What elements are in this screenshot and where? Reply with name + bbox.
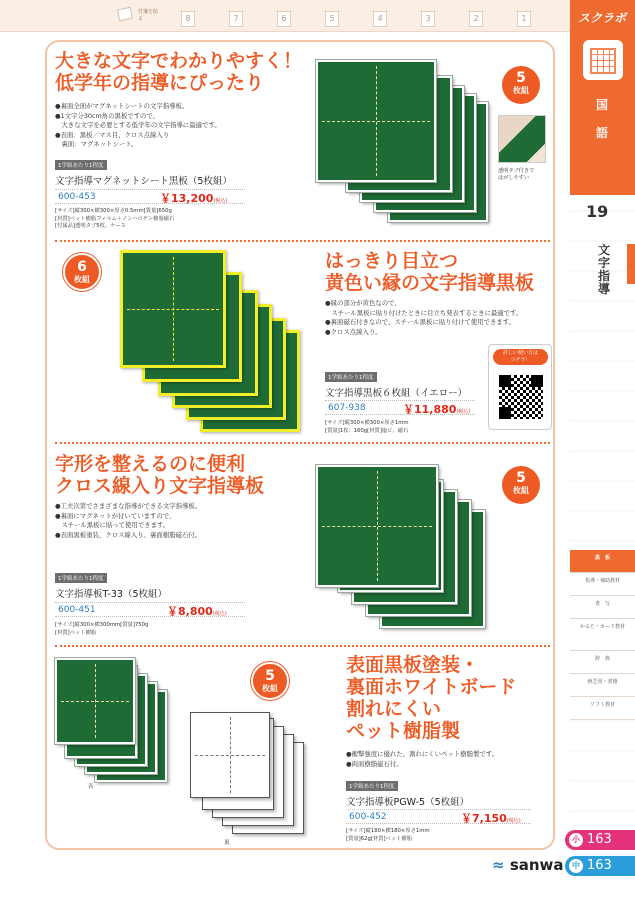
price-row: [55, 602, 245, 617]
tab-number[interactable]: 2: [469, 11, 483, 27]
brand-logo: スクラボ: [578, 11, 627, 25]
product-name: 文字指導板PGW-5（5枚組）: [346, 797, 470, 808]
qr-code-icon: [499, 375, 543, 419]
tab-number[interactable]: 7: [229, 11, 243, 27]
product-price: ￥11,880(税込): [403, 403, 471, 416]
sticky-tab-strip: [0, 0, 570, 32]
product-description: ●衝撃強度に優れた、割れにくいペット樹脂製です。 ●両面樹脂磁石付。: [346, 750, 499, 768]
manuscript-paper-icon: [583, 40, 623, 80]
tab-number[interactable]: 1: [517, 11, 531, 27]
qr-label: 詳しい使い方は コチラ！: [493, 349, 548, 365]
tab-number[interactable]: 6: [277, 11, 291, 27]
product-specs: [サイズ]縦300×横300×厚さ1mm [質量]1枚：160g[材質]塩ビ、磁石: [325, 420, 409, 434]
tab-number[interactable]: 3: [421, 11, 435, 27]
sticky-note-icon: [117, 7, 133, 22]
product-code: 600-453: [58, 192, 96, 202]
grade-badge: 1学級あたり1程度: [55, 160, 107, 170]
count-badge: 5 枚組: [502, 66, 540, 104]
grade-badge: 1学級あたり1程度: [55, 573, 107, 583]
product-name: 文字指導黒板６枚組（イエロー）: [325, 388, 468, 399]
section-divider: [55, 240, 550, 242]
junior-high-mark-icon: 中: [569, 859, 583, 873]
product-headline: 表面黒板塗装・ 裏面ホワイトボード 割れにくい ペット樹脂製: [346, 654, 517, 742]
price-row: [325, 400, 475, 415]
tab-number[interactable]: 8: [181, 11, 195, 27]
photo-caption: 透明タブ付きで はがしやすい: [498, 168, 535, 181]
grade-badge: 1学級あたり1程度: [346, 781, 398, 791]
product-headline: はっきり目立つ 黄色い縁の文字指導黒板: [325, 250, 535, 294]
sidebar-item-calligraphy[interactable]: 書 写: [570, 596, 635, 619]
section-divider: [55, 442, 550, 444]
subject-label: 国: [596, 98, 609, 112]
tab-photo: [498, 115, 546, 163]
grade-badge: 1学級あたり1程度: [325, 372, 377, 382]
sidebar-item-dictionary[interactable]: 辞 典: [570, 651, 635, 674]
product-specs: [サイズ]縦300×横300mm[質量]750g [材質]ペット樹脂: [55, 622, 149, 636]
sticky-note-hint: 付箋を貼る: [118, 6, 158, 28]
front-label: 表: [88, 784, 94, 790]
product-description: ●工夫次第でさまざまな指導ができる文字指導板。 ●裏面にマグネットが付いていますので、 スチール黒板に貼って使用できます。 ●表面黒板塗装、クロス線入り、裏面樹脂磁石付。: [55, 502, 202, 539]
product-description: ●縁の部分が黄色なので、 スチール黒板に貼り付けたときに目立ち発表するときに最適です。 ●裏面磁石付きなので、スチール黒板に貼り付けて使用できます。 ●クロス点線入り。: [325, 299, 523, 336]
sidebar-menu: [570, 550, 635, 720]
sanwa-logo: ≈ sanwa: [492, 856, 564, 874]
product-code: 600-452: [349, 812, 387, 822]
section-divider: [55, 645, 550, 647]
board: [316, 60, 436, 182]
product-code: 607-938: [328, 403, 366, 413]
category-marker: [627, 244, 635, 284]
tab-number[interactable]: 5: [325, 11, 339, 27]
board: [120, 250, 226, 368]
board: [316, 465, 438, 587]
product-description: ●裏面全面がマグネットシートの文字指導板。 ●1文字分30cm角の黒板ですので、 大きな文字を必要とする低学年の文字指導に最適です。 ●表面：黒板／マス目、クロス点線入り 裏面：マグネットシート。: [55, 102, 221, 148]
count-badge: 5 枚組: [502, 466, 540, 504]
sidebar-item-karuta[interactable]: かるた・カード教材: [570, 619, 635, 651]
board: [190, 712, 270, 798]
category-label: 文字指導: [597, 243, 610, 296]
page-number: 19: [586, 202, 609, 221]
count-badge: 6 枚組: [63, 253, 101, 291]
elementary-page-ref[interactable]: 小 163: [565, 830, 635, 850]
sidebar-background: [570, 195, 635, 900]
product-price: ￥13,200(税込): [160, 192, 228, 205]
count-badge: 5 枚組: [251, 662, 289, 700]
junior-high-page-ref[interactable]: 中 163: [565, 856, 635, 876]
sidebar-item-books[interactable]: 統芝用・書籍: [570, 674, 635, 697]
subject-label: 語: [596, 126, 609, 140]
tab-number[interactable]: 4: [373, 11, 387, 27]
product-specs: [サイズ]縦180×横180×厚さ1mm [質量]62g[材質]ペット樹脂: [346, 828, 430, 842]
board: [55, 658, 135, 744]
price-row: [346, 809, 531, 824]
product-headline: 字形を整えるのに便利 クロス線入り文字指導板: [55, 453, 265, 497]
elementary-mark-icon: 小: [569, 833, 583, 847]
product-price: ￥7,150(税込): [461, 812, 521, 825]
price-row: [55, 189, 245, 204]
sidebar-item-teaching-aids[interactable]: 指導・補助教材: [570, 573, 635, 596]
product-code: 600-451: [58, 605, 96, 615]
back-label: 裏: [224, 840, 230, 846]
product-headline: 大きな文字でわかりやすく！ 低学年の指導にぴったり: [55, 50, 303, 94]
product-name: 文字指導板T-33（5枚組）: [55, 589, 167, 600]
product-name: 文字指導マグネットシート黒板（5枚組）: [55, 176, 232, 187]
sidebar-item-blackboard[interactable]: 黒 板: [570, 550, 635, 573]
qr-code-panel[interactable]: [488, 344, 552, 430]
product-specs: [サイズ]縦300×横300×厚さ0.5mm[質量]650g [材質]ペット樹脂フィルム＋ノンハロゲン樹脂磁石 [付属品]透明タブ5枚、ケース: [55, 208, 175, 229]
sidebar-item-software[interactable]: ソフト教材: [570, 697, 635, 720]
product-price: ￥8,800(税込): [167, 605, 227, 618]
